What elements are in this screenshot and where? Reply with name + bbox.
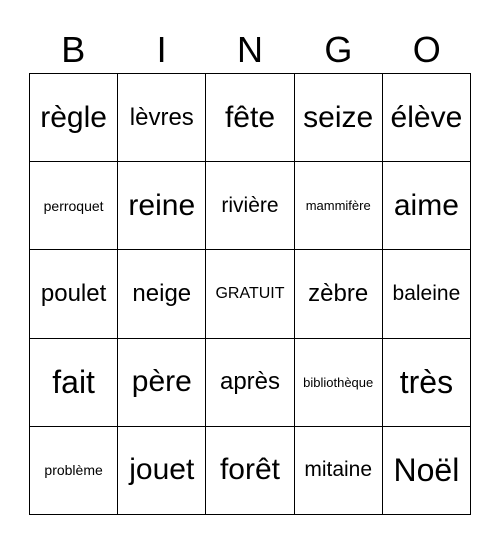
bingo-cell — [118, 339, 206, 427]
cell-word: baleine — [392, 281, 461, 305]
cell-word: après — [219, 368, 281, 396]
cell-word: mammifère — [305, 198, 371, 214]
bingo-cell — [206, 339, 294, 427]
bingo-board — [29, 73, 471, 515]
header-letter-n: N — [236, 29, 263, 70]
cell-word: fête — [224, 100, 276, 134]
bingo-cell — [295, 250, 383, 338]
bingo-cell — [295, 162, 383, 250]
bingo-cell — [118, 427, 206, 515]
bingo-cell — [383, 339, 471, 427]
bingo-header — [29, 26, 471, 74]
bingo-cell — [206, 74, 294, 162]
bingo-cell — [383, 74, 471, 162]
bingo-cell — [30, 250, 118, 338]
cell-word: bibliothèque — [303, 374, 374, 390]
bingo-cell — [30, 74, 118, 162]
bingo-cell — [383, 250, 471, 338]
cell-word: Noël — [393, 451, 460, 488]
cell-word: père — [131, 365, 192, 399]
cell-word: rivière — [221, 193, 279, 217]
bingo-cell — [295, 427, 383, 515]
cell-word: perroquet — [43, 197, 104, 214]
bingo-cell — [206, 162, 294, 250]
cell-word: problème — [44, 462, 103, 479]
cell-word: reine — [128, 188, 196, 222]
bingo-cell — [118, 250, 206, 338]
header-letter-g: G — [324, 29, 353, 70]
bingo-cell — [295, 339, 383, 427]
cell-word: forêt — [219, 453, 280, 487]
cell-word: très — [399, 363, 454, 400]
cell-word: zèbre — [308, 279, 369, 307]
cell-word: neige — [132, 279, 192, 307]
bingo-cell — [118, 162, 206, 250]
cell-word: seize — [303, 100, 374, 134]
free-space-cell — [206, 250, 294, 338]
header-letter-b: B — [61, 29, 86, 70]
cell-word: fait — [52, 363, 95, 400]
bingo-cell — [30, 427, 118, 515]
bingo-cell — [295, 74, 383, 162]
bingo-cell — [383, 427, 471, 515]
bingo-cell — [118, 74, 206, 162]
header-letter-i: I — [156, 29, 167, 70]
cell-word: poulet — [40, 279, 107, 307]
cell-word: lèvres — [129, 103, 194, 131]
cell-word: règle — [40, 100, 107, 134]
bingo-cell — [383, 162, 471, 250]
bingo-cell — [206, 427, 294, 515]
header-letter-o: O — [412, 29, 441, 70]
bingo-cell — [30, 162, 118, 250]
free-space-label: GRATUIT — [215, 284, 285, 302]
cell-word: aime — [393, 188, 459, 222]
cell-word: élève — [390, 100, 463, 134]
cell-word: mitaine — [304, 458, 373, 482]
cell-word: jouet — [129, 453, 195, 487]
bingo-cell — [30, 339, 118, 427]
